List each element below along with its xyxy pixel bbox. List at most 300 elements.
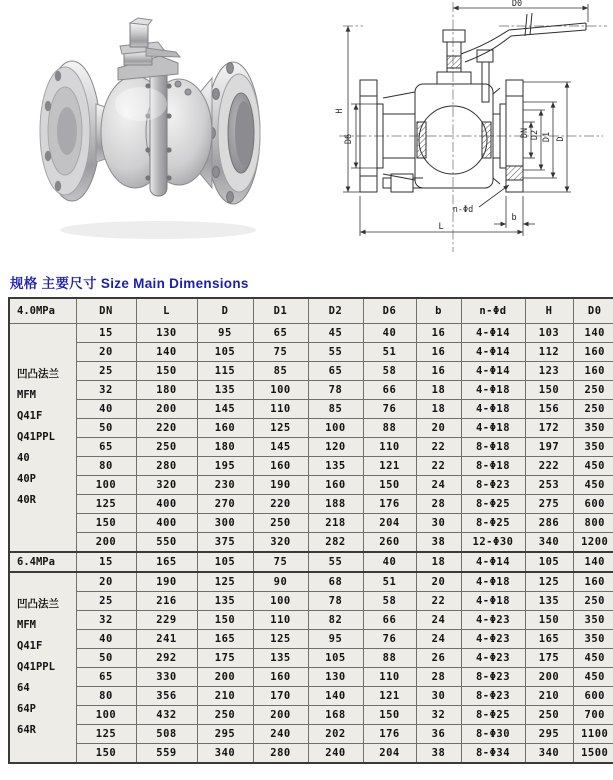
table-cell: 229 [136,611,197,630]
table-cell: 4-Φ14 [461,362,525,381]
table-cell: 24 [416,630,461,649]
table-cell: 600 [573,687,613,706]
table-cell: 204 [363,744,416,764]
table-cell: 112 [525,343,573,362]
table-cell: 450 [573,668,613,687]
table-cell: 85 [253,362,308,381]
table-cell: 65 [76,668,136,687]
table-row [9,592,613,611]
table-row [9,687,613,706]
table-cell: 250 [573,400,613,419]
table-cell: 8-Φ18 [461,438,525,457]
table-cell: 66 [363,381,416,400]
table-cell: 330 [136,668,197,687]
table-cell: 28 [416,495,461,514]
table-cell: 125 [253,419,308,438]
table-cell: 150 [525,611,573,630]
table-row [9,476,613,495]
table-row [9,362,613,381]
row-label-line: 64P [17,703,36,715]
table-cell: 95 [308,630,363,649]
row-label-line: 40R [17,494,36,506]
table-cell: 16 [416,343,461,362]
table-cell: 100 [308,419,363,438]
dim-label-d6: D6 [344,133,354,145]
dim-label-b: b [511,213,517,223]
table-cell: 200 [136,400,197,419]
table-cell: 18 [416,400,461,419]
valve-dimension-drawing [303,0,613,268]
table-cell: 190 [136,572,197,592]
table-cell: 130 [136,324,197,343]
table-cell: 160 [308,476,363,495]
table-cell: 432 [136,706,197,725]
table-cell: 4-Φ14 [461,552,525,572]
table-cell: 36 [416,725,461,744]
table-cell: 125 [76,725,136,744]
table-cell: 160 [573,362,613,381]
table-cell: 8-Φ25 [461,514,525,533]
table-cell: 150 [525,381,573,400]
dim-label-h: H [335,108,345,114]
table-cell: 50 [76,649,136,668]
table-row [9,438,613,457]
row-label-line: 凹凸法兰 [17,598,59,610]
table-row [9,725,613,744]
table-cell: 156 [525,400,573,419]
pressure-divider-row [9,552,613,572]
table-cell: 559 [136,744,197,764]
dimensions-table [8,297,613,764]
table-row [9,706,613,725]
table-cell: 125 [197,572,253,592]
table-cell: 140 [573,324,613,343]
row-label-line: Q41F [17,640,43,652]
table-cell: 22 [416,438,461,457]
ball-valve-photo [8,6,304,258]
table-cell: 110 [253,400,308,419]
table-cell: 150 [76,514,136,533]
table-cell: 100 [76,476,136,495]
table-cell: 40 [76,400,136,419]
table-cell: 32 [416,706,461,725]
table-cell: 76 [363,630,416,649]
table-cell: 130 [308,668,363,687]
table-cell: 295 [197,725,253,744]
table-cell: 240 [253,725,308,744]
table-cell: 121 [363,457,416,476]
table-cell: 145 [197,400,253,419]
table-cell: 16 [416,362,461,381]
pressure-header: 4.0MPa [9,298,76,324]
table-cell: 80 [76,687,136,706]
table-cell: 40 [363,324,416,343]
row-label-line: MFM [17,389,36,401]
table-cell: 18 [416,381,461,400]
table-cell: 340 [525,744,573,764]
table-cell: 550 [136,533,197,553]
column-header-h: H [525,298,573,324]
ball-valve-photo-svg [8,6,304,258]
table-cell: 350 [573,438,613,457]
table-cell: 95 [197,324,253,343]
table-cell: 250 [573,592,613,611]
table-cell: 20 [76,343,136,362]
table-cell: 202 [308,725,363,744]
table-cell: 150 [76,744,136,764]
table-row [9,630,613,649]
table-cell: 140 [136,343,197,362]
table-cell: 4-Φ23 [461,630,525,649]
table-cell: 25 [76,592,136,611]
table-cell: 160 [573,343,613,362]
table-row [9,668,613,687]
table-cell: 88 [363,649,416,668]
table-cell: 75 [253,552,308,572]
table-cell: 8-Φ25 [461,495,525,514]
table-cell: 240 [308,744,363,764]
table-cell: 4-Φ23 [461,649,525,668]
table-cell: 300 [197,514,253,533]
dim-label-d1: D1 [542,131,552,143]
table-cell: 508 [136,725,197,744]
table-cell: 175 [197,649,253,668]
table-cell: 68 [308,572,363,592]
column-header-l: L [136,298,197,324]
table-cell: 160 [253,668,308,687]
table-cell: 250 [136,438,197,457]
dim-label-d: D [556,136,566,142]
table-cell: 260 [363,533,416,553]
pressure-cell: 6.4MPa [9,552,76,572]
table-cell: 38 [416,744,461,764]
table-cell: 18 [416,552,461,572]
table-cell: 4-Φ18 [461,400,525,419]
table-cell: 123 [525,362,573,381]
table-cell: 140 [308,687,363,706]
table-cell: 90 [253,572,308,592]
table-cell: 125 [253,630,308,649]
row-label-line: 40 [17,452,30,464]
table-cell: 218 [308,514,363,533]
table-cell: 51 [363,343,416,362]
table-cell: 65 [253,324,308,343]
table-cell: 450 [573,649,613,668]
table-cell: 216 [136,592,197,611]
valve-dimension-drawing-svg [303,0,613,268]
table-cell: 12-Φ30 [461,533,525,553]
table-row [9,381,613,400]
column-header-d6: D6 [363,298,416,324]
row-label-line: 凹凸法兰 [17,368,59,380]
table-cell: 50 [76,419,136,438]
dim-label-l: L [438,222,444,232]
table-cell: 295 [525,725,573,744]
table-cell: 4-Φ18 [461,572,525,592]
table-cell: 4-Φ23 [461,611,525,630]
table-cell: 200 [525,668,573,687]
table-cell: 85 [308,400,363,419]
table-cell: 38 [416,533,461,553]
table-row [9,649,613,668]
table-cell: 350 [573,630,613,649]
table-cell: 210 [525,687,573,706]
table-cell: 200 [76,533,136,553]
table-cell: 150 [197,611,253,630]
table-cell: 8-Φ23 [461,687,525,706]
section-title-en: Size Main Dimensions [100,276,249,291]
table-cell: 253 [525,476,573,495]
table-cell: 356 [136,687,197,706]
table-cell: 8-Φ25 [461,706,525,725]
table-row [9,495,613,514]
table-cell: 160 [573,572,613,592]
table-cell: 16 [416,324,461,343]
column-header-dn: DN [76,298,136,324]
table-cell: 4-Φ18 [461,592,525,611]
table-cell: 176 [363,725,416,744]
table-cell: 125 [76,495,136,514]
table-cell: 241 [136,630,197,649]
table-cell: 40 [363,552,416,572]
table-cell: 135 [197,592,253,611]
table-cell: 32 [76,381,136,400]
table-cell: 400 [136,495,197,514]
table-cell: 450 [573,476,613,495]
table-cell: 176 [363,495,416,514]
table-cell: 210 [197,687,253,706]
table-cell: 275 [525,495,573,514]
table-cell: 20 [76,572,136,592]
table-cell: 190 [253,476,308,495]
table-cell: 51 [363,572,416,592]
table-cell: 135 [308,457,363,476]
table-cell: 55 [308,343,363,362]
table-cell: 88 [363,419,416,438]
table-cell: 280 [253,744,308,764]
table-cell: 103 [525,324,573,343]
table-cell: 340 [525,533,573,553]
table-cell: 250 [253,514,308,533]
table-cell: 105 [197,343,253,362]
table-cell: 220 [253,495,308,514]
table-cell: 1500 [573,744,613,764]
table-cell: 140 [573,552,613,572]
table-cell: 175 [525,649,573,668]
dim-label-d0: D0 [511,0,523,9]
table-cell: 375 [197,533,253,553]
table-row [9,400,613,419]
table-cell: 30 [416,687,461,706]
row-label-line: 64 [17,682,30,694]
table-row [9,744,613,764]
row-label-line: Q41PPL [17,661,55,673]
table-cell: 100 [253,592,308,611]
table-cell: 200 [197,668,253,687]
table-cell: 600 [573,495,613,514]
table-cell: 76 [363,400,416,419]
dim-label-d2: D2 [530,129,540,141]
table-cell: 58 [363,592,416,611]
table-cell: 4-Φ18 [461,381,525,400]
section-title-cn: 规格 主要尺寸 [10,276,97,291]
table-cell: 78 [308,592,363,611]
table-cell: 110 [363,438,416,457]
table-cell: 25 [76,362,136,381]
table-cell: 135 [253,649,308,668]
table-row [9,457,613,476]
dim-label-n-phi-d: n-Φd [452,205,474,215]
table-cell: 160 [197,419,253,438]
table-cell: 135 [525,592,573,611]
table-cell: 700 [573,706,613,725]
row-label-cell [9,572,76,763]
table-cell: 160 [253,457,308,476]
table-cell: 168 [308,706,363,725]
table-cell: 55 [308,552,363,572]
table-cell: 1100 [573,725,613,744]
column-header-d0: D0 [573,298,613,324]
table-cell: 250 [525,706,573,725]
column-header-d2: D2 [308,298,363,324]
table-cell: 105 [308,649,363,668]
table-cell: 222 [525,457,573,476]
table-cell: 22 [416,592,461,611]
table-cell: 204 [363,514,416,533]
table-cell: 26 [416,649,461,668]
table-cell: 286 [525,514,573,533]
table-cell: 165 [197,630,253,649]
table-cell: 8-Φ18 [461,457,525,476]
table-cell: 350 [573,419,613,438]
table-cell: 65 [76,438,136,457]
column-header-d: D [197,298,253,324]
table-cell: 8-Φ30 [461,725,525,744]
table-cell: 800 [573,514,613,533]
table-cell: 188 [308,495,363,514]
table-cell: 120 [308,438,363,457]
table-cell: 450 [573,457,613,476]
table-cell: 82 [308,611,363,630]
table-cell: 350 [573,611,613,630]
section-title [10,272,249,292]
row-label-cell [9,324,76,553]
table-cell: 8-Φ23 [461,476,525,495]
column-header-d1: D1 [253,298,308,324]
row-label-line: MFM [17,619,36,631]
table-cell: 200 [253,706,308,725]
row-label-line: Q41PPL [17,431,55,443]
row-label-line: 64R [17,724,36,736]
table-row [9,572,613,592]
column-header-b: b [416,298,461,324]
table-cell: 340 [197,744,253,764]
table-cell: 20 [416,572,461,592]
table-cell: 110 [363,668,416,687]
table-cell: 45 [308,324,363,343]
table-row [9,419,613,438]
table-row [9,343,613,362]
table-cell: 110 [253,611,308,630]
table-cell: 220 [136,419,197,438]
table-cell: 125 [525,572,573,592]
table-cell: 80 [76,457,136,476]
table-cell: 115 [197,362,253,381]
dim-label-dn: DN [520,127,530,139]
table-cell: 135 [197,381,253,400]
table-cell: 250 [573,381,613,400]
table-cell: 32 [76,611,136,630]
table-cell: 195 [197,457,253,476]
table-cell: 40 [76,630,136,649]
table-cell: 250 [197,706,253,725]
table-cell: 145 [253,438,308,457]
table-cell: 22 [416,457,461,476]
row-label-line: Q41F [17,410,43,422]
table-cell: 170 [253,687,308,706]
table-cell: 165 [136,552,197,572]
table-cell: 8-Φ34 [461,744,525,764]
table-cell: 75 [253,343,308,362]
table-cell: 15 [76,324,136,343]
table-cell: 280 [136,457,197,476]
table-cell: 180 [197,438,253,457]
table-cell: 66 [363,611,416,630]
table-cell: 230 [197,476,253,495]
table-cell: 100 [76,706,136,725]
table-cell: 172 [525,419,573,438]
table-cell: 320 [253,533,308,553]
table-cell: 4-Φ14 [461,343,525,362]
table-cell: 105 [525,552,573,572]
table-cell: 165 [525,630,573,649]
table-row [9,611,613,630]
table-cell: 4-Φ14 [461,324,525,343]
table-cell: 150 [363,476,416,495]
table-cell: 15 [76,552,136,572]
table-cell: 24 [416,611,461,630]
column-header-n-φd: n-Φd [461,298,525,324]
table-cell: 24 [416,476,461,495]
row-label-line: 40P [17,473,36,485]
table-cell: 270 [197,495,253,514]
table-cell: 58 [363,362,416,381]
table-cell: 292 [136,649,197,668]
table-cell: 121 [363,687,416,706]
table-cell: 78 [308,381,363,400]
table-row [9,514,613,533]
table-cell: 4-Φ18 [461,419,525,438]
table-header-row [9,298,613,324]
table-cell: 150 [363,706,416,725]
table-row [9,533,613,553]
table-cell: 150 [136,362,197,381]
table-cell: 400 [136,514,197,533]
table-cell: 320 [136,476,197,495]
table-cell: 1200 [573,533,613,553]
table-cell: 100 [253,381,308,400]
table-cell: 180 [136,381,197,400]
table-cell: 65 [308,362,363,381]
table-cell: 197 [525,438,573,457]
table-row [9,324,613,343]
table-cell: 20 [416,419,461,438]
table-cell: 105 [197,552,253,572]
table-cell: 8-Φ23 [461,668,525,687]
table-cell: 28 [416,668,461,687]
table-cell: 282 [308,533,363,553]
table-cell: 30 [416,514,461,533]
